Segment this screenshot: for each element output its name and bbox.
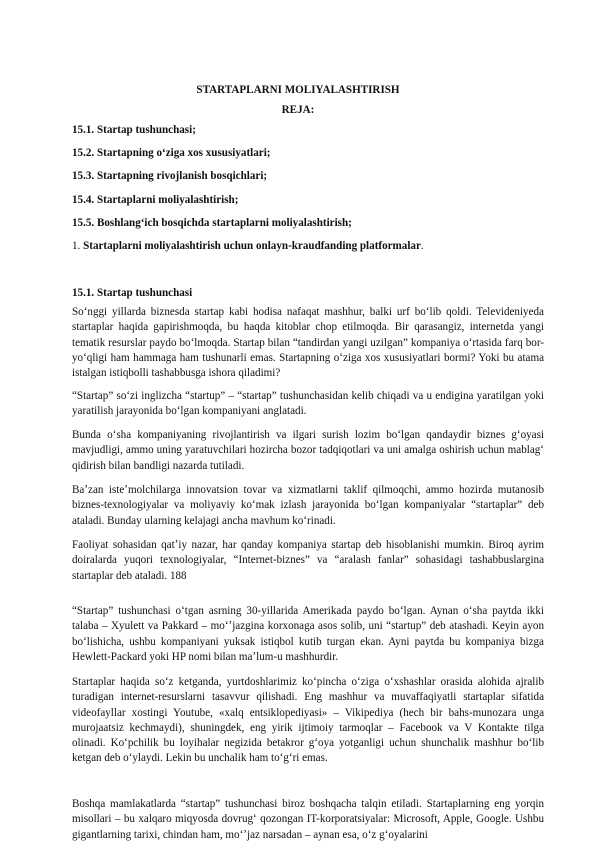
plan-item-end: . <box>420 240 424 252</box>
plan-item: 15.5. Boshlangʻich bosqichda startaplarni moliyalashtirish; <box>72 217 352 229</box>
plan-item-number: 1. <box>72 240 84 252</box>
plan-item: 15.4. Startaplarni moliyalashtirish; <box>72 194 239 206</box>
plan-item-text: Startaplarni moliyalashtirish uchun onlayn-kraudfanding platformalar <box>83 240 421 252</box>
plan-label: REJA: <box>281 104 315 116</box>
plan-item: 15.2. Startapning oʻziga xos xususiyatlari; <box>72 147 271 159</box>
section-heading: 15.1. Startap tushunchasi <box>72 287 193 299</box>
paragraph: “Startap” tushunchasi oʻtgan asrning 30-yillarida Amerikada paydo boʻlgan. Aynan oʻsha paytda ikki talaba – Xyulett va Pakkard – moʻʼjazgina korxonaga asos solib, uni “startup” deb atashadi. Keyin ayon boʻlishicha, ushbu kompaniyani yuksak istiqbol kutib turgan ekan. Ayni paytda bu kompaniya bizga Hewlett-Packard yoki HP nomi bilan maʼlum-u mashhurdir. <box>72 605 544 663</box>
plan-item: 15.1. Startap tushunchasi; <box>72 124 196 136</box>
plan-item-platforms <box>72 239 542 254</box>
paragraph: Faoliyat sohasidan qatʼiy nazar, har qanday kompaniya startap deb hisoblanishi mumkin. Biroq ayrim doiralarda yuqori texnologiyalar, “Internet-biznes” va “aralash fanlar” sohasidagi tashabbuslargina startaplar deb ataladi. 188 <box>72 539 544 582</box>
document-title: STARTAPLARNI MOLIYALASHTIRISH <box>196 84 400 96</box>
paragraph: Bunda oʻsha kompaniyaning rivojlantirish va ilgari surish lozim boʻlgan qandaydir biznes gʻoyasi mavjudligi, ammo uning yaratuvchilari hozircha bozor tadqiqotlari va uni amalga oshirish uchun mablagʻ qidirish bilan bandligi nazarda tutiladi. <box>72 429 544 472</box>
paragraph: Startaplar haqida soʻz ketganda, yurtdoshlarimiz koʻpincha oʻziga oʻxshashlar orasida alohida ajralib turadigan internet-resurslarni tasavvur qilishadi. Eng mashhur va muvaffaqiyatli startaplar sifatida videofayllar xostingi Youtube, «xalq entsiklopediyasi» – Vikipediya (hech bir bahs-munozara unga murojaatsiz kechmaydi), shuningdek, eng yirik ijtimoiy tarmoqlar – Facebook va V Kontakte tilga olinadi. Koʻpchilik bu loyihalar negizida betakror gʻoya yotganligi uchun shunchalik mashhur boʻlib ketgan deb oʻylaydi. Lekin bu unchalik ham toʻgʻri emas. <box>72 676 544 765</box>
paragraph: Baʼzan isteʼmolchilarga innovatsion tovar va xizmatlarni taklif qilmoqchi, ammo hozirda mutanosib biznes-texnologiyalar va moliyaviy koʻmak izlash jarayonida boʻlgan kompaniyalar “startaplar” deb ataladi. Bunday ularning kelajagi ancha mavhum koʻrinadi. <box>72 484 544 527</box>
paragraph: Boshqa mamlakatlarda “startap” tushunchasi biroz boshqacha talqin etiladi. Startaplarning eng yorqin misollari – bu xalqaro miqyosda dovrugʻ qozongan IT-korporatsiyalar: Microsoft, Apple, Google. Ushbu gigantlarning tarixi, chindan ham, moʻʼjaz narsadan – aynan esa, oʻz gʻoyalarini <box>72 798 544 841</box>
plan-item: 15.3. Startapning rivojlanish bosqichlari; <box>72 170 268 182</box>
paragraph: Soʻnggi yillarda biznesda startap kabi hodisa nafaqat mashhur, balki urf boʻlib qoldi. Televideniyeda startaplar haqida gapirishmoqda, bu haqda kitoblar chop etilmoqda. Bir qarasangiz, internetda yangi tematik resurslar paydo boʻlmoqda. Startap bilan “tandirdan yangi uzilgan” kompaniya oʻrtasida farq bor-yoʻqligi ham hammaga ham tushunarli emas. Startapning oʻziga xos xususiyatlari bormi? Yoki bu atama istalgan istiqbolli tashabbusga ishora qiladimi? <box>72 306 544 380</box>
paragraph: “Startap” soʻzi inglizcha “startup” – “startap” tushunchasidan kelib chiqadi va u endigina yaratilgan yoki yaratilish jarayonida boʻlgan kompaniyani anglatadi. <box>72 390 544 418</box>
